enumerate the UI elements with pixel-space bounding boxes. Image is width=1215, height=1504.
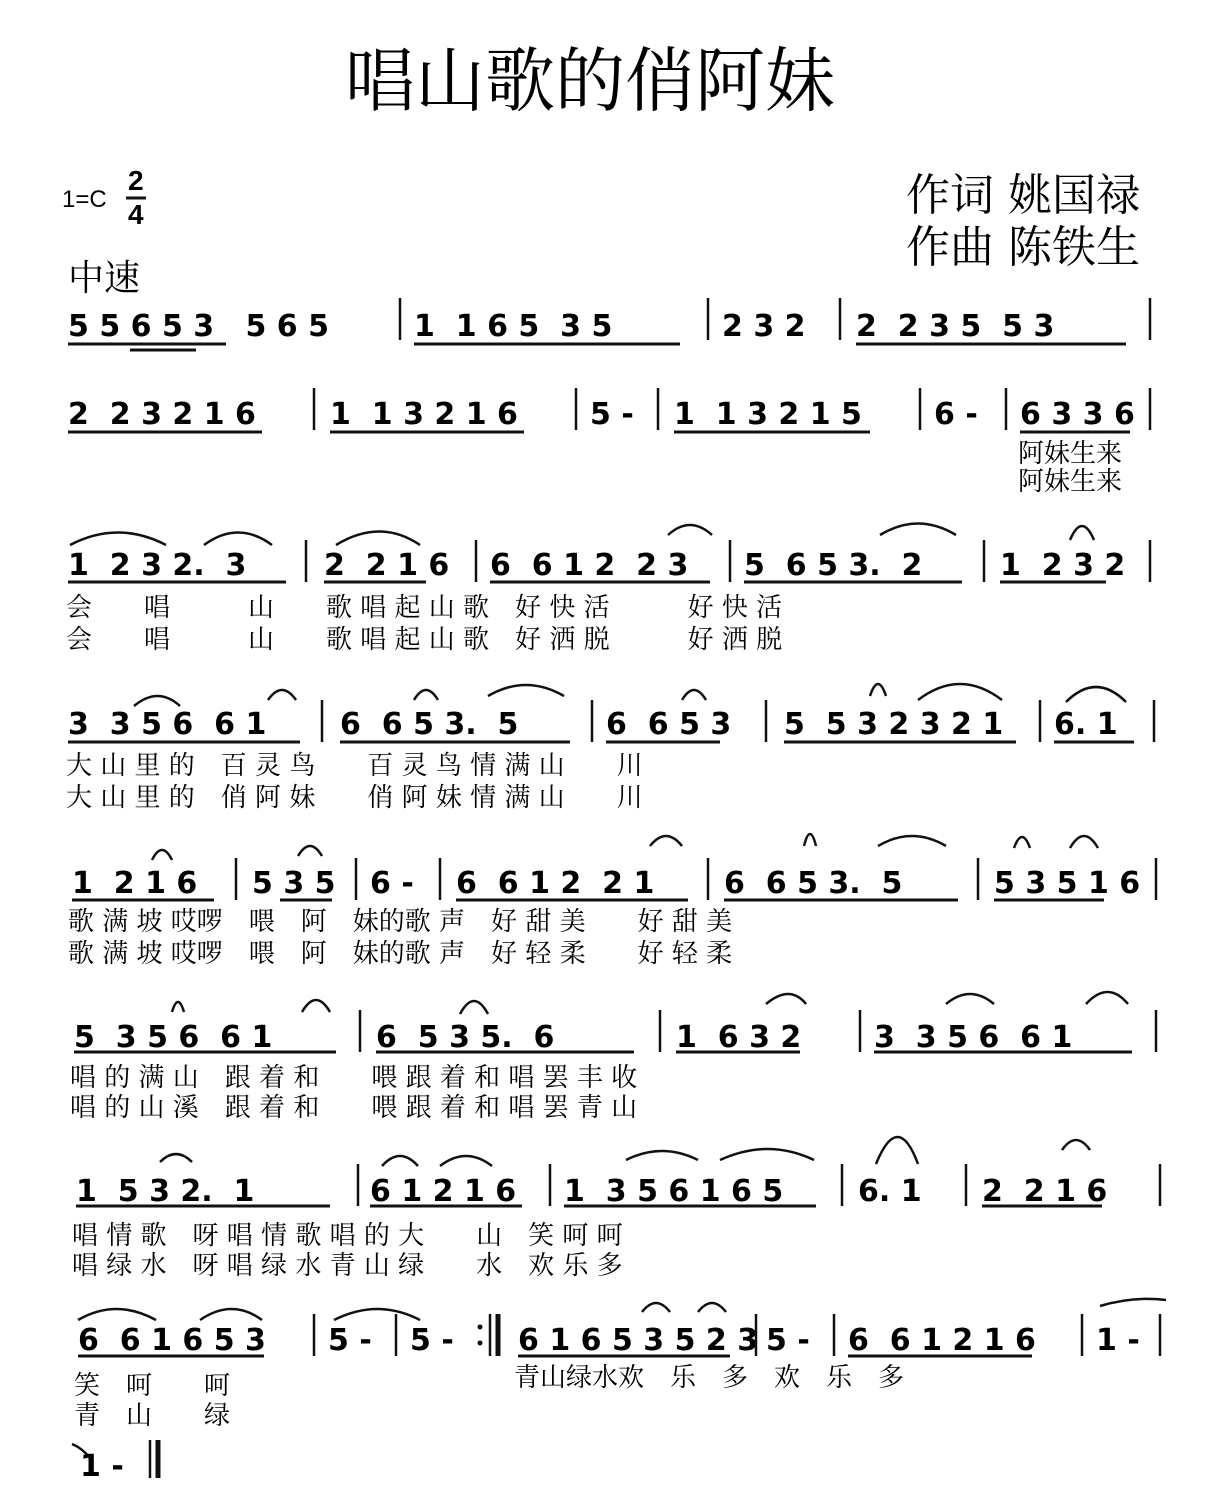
measure: 6 6 5 3. 5 <box>340 707 519 742</box>
lyric-line: 青山绿水欢 乐 多 欢 乐 多 <box>514 1363 905 1393</box>
measure: 6 - <box>934 397 978 432</box>
key-signature: 1=C <box>62 186 107 213</box>
measure: 2 2 3 5 5 3 <box>856 309 1055 344</box>
measure: 6 6 1 2 2 1 <box>456 866 655 901</box>
lyric-line: 大 山 里 的 百 灵 鸟 百 灵 鸟 情 满 山 川 <box>66 751 643 781</box>
measure: 6 6 1 2 1 6 <box>848 1323 1036 1358</box>
song-title: 唱山歌的俏阿妹 <box>345 40 835 122</box>
measure: 1 5 3 2. 1 <box>76 1174 255 1209</box>
measure: 5 6 5 3. 2 <box>744 548 923 583</box>
measure: 5 - <box>766 1323 810 1358</box>
measure: 1 1 3 2 1 6 <box>330 397 518 432</box>
measure: 1 - <box>80 1449 124 1484</box>
score-row-9 <box>72 1440 158 1484</box>
measure: 5 - <box>590 397 634 432</box>
lyric-line: 阿妹生来 <box>1018 439 1123 469</box>
measure: 2 2 1 6 <box>324 548 450 583</box>
measure: 1 2 3 2. 3 <box>68 548 247 583</box>
lyric-line: 歌 满 坡 哎啰 喂 阿 妹的歌 声 好 轻 柔 好 轻 柔 <box>68 939 733 969</box>
lyric-line: 歌 满 坡 哎啰 喂 阿 妹的歌 声 好 甜 美 好 甜 美 <box>68 907 733 937</box>
lyric-line: 会 唱 山 歌 唱 起 山 歌 好 快 活 好 快 活 <box>66 593 783 623</box>
measure: 1 3 5 6 1 6 5 <box>564 1174 784 1209</box>
lyric-line: 唱 绿 水 呀 唱 绿 水 青 山 绿 水 欢 乐 多 <box>72 1251 623 1281</box>
score-row-5 <box>68 834 1156 969</box>
measure: 2 2 3 2 1 6 <box>68 397 256 432</box>
lyric-line: 会 唱 山 歌 唱 起 山 歌 好 洒 脱 好 洒 脱 <box>66 625 783 655</box>
measure: 5 - <box>328 1323 372 1358</box>
score-row-3 <box>66 524 1150 656</box>
time-signature-bottom: 4 <box>128 199 144 230</box>
measure: 6 1 2 1 6 <box>370 1174 517 1209</box>
score-row-2 <box>68 388 1150 497</box>
measure: 1 1 6 5 3 5 <box>414 309 613 344</box>
measure: 1 2 1 6 <box>72 866 198 901</box>
measure: 5 3 5 6 6 1 <box>74 1020 273 1055</box>
measure: 6 6 5 3 <box>606 707 732 742</box>
lyric-line: 唱 的 山 溪 跟 着 和 喂 跟 着 和 唱 罢 青 山 <box>70 1093 638 1123</box>
measure: 6 5 3 5. 6 <box>376 1020 555 1055</box>
repeat-end-sign <box>478 1314 499 1356</box>
measure: 6 6 1 2 2 3 <box>490 548 689 583</box>
measure: 6 - <box>370 866 414 901</box>
measure: 3 3 5 6 6 1 <box>68 707 267 742</box>
lyricist-credit: 作词 姚国禄 <box>906 170 1140 221</box>
measure: 6. 1 <box>1054 707 1118 742</box>
measure: 5 3 5 <box>252 866 336 901</box>
measure: 3 3 5 6 6 1 <box>874 1020 1073 1055</box>
lyric-line: 唱 情 歌 呀 唱 情 歌 唱 的 大 山 笑 呵 呵 <box>72 1221 623 1251</box>
measure: 5 - <box>410 1323 454 1358</box>
lyric-line: 笑 呵 呵 <box>74 1371 231 1401</box>
score-row-8 <box>74 1299 1166 1431</box>
measure: 1 2 3 2 <box>1000 548 1126 583</box>
lyric-line: 青 山 绿 <box>74 1401 231 1431</box>
measure: 1 - <box>1096 1323 1140 1358</box>
composer-credit: 作曲 陈铁生 <box>906 222 1140 273</box>
measure: 6 6 5 3. 5 <box>724 866 903 901</box>
lyric-line: 阿妹生来 <box>1018 467 1123 497</box>
measure: 6 6 1 6 5 3 <box>78 1323 266 1358</box>
measure: 6. 1 <box>858 1174 922 1209</box>
measure: 1 6 3 2 <box>676 1020 802 1055</box>
measure: 1 1 3 2 1 5 <box>674 397 862 432</box>
score-row-1 <box>68 298 1150 350</box>
score-row-6 <box>70 992 1156 1123</box>
score-row-4 <box>66 684 1154 813</box>
lyric-line: 大 山 里 的 俏 阿 妹 俏 阿 妹 情 满 山 川 <box>66 783 643 813</box>
measure: 2 3 2 <box>722 309 806 344</box>
score-row-7 <box>72 1137 1160 1281</box>
measure: 6 1 6 5 3 5 2 3 <box>518 1323 759 1358</box>
measure: 2 2 1 6 <box>982 1174 1108 1209</box>
measure: 6 3 3 6 <box>1020 397 1135 432</box>
lyric-line: 唱 的 满 山 跟 着 和 喂 跟 着 和 唱 罢 丰 收 <box>70 1063 638 1093</box>
time-signature-top: 2 <box>128 165 144 196</box>
measure: 5 5 3 2 3 2 1 <box>784 707 1004 742</box>
measure: 5 3 5 1 6 <box>994 866 1141 901</box>
measure: 5 5 6 5 3 5 6 5 <box>68 309 329 344</box>
tempo-marking: 中速 <box>68 258 141 299</box>
final-barline <box>150 1440 158 1478</box>
